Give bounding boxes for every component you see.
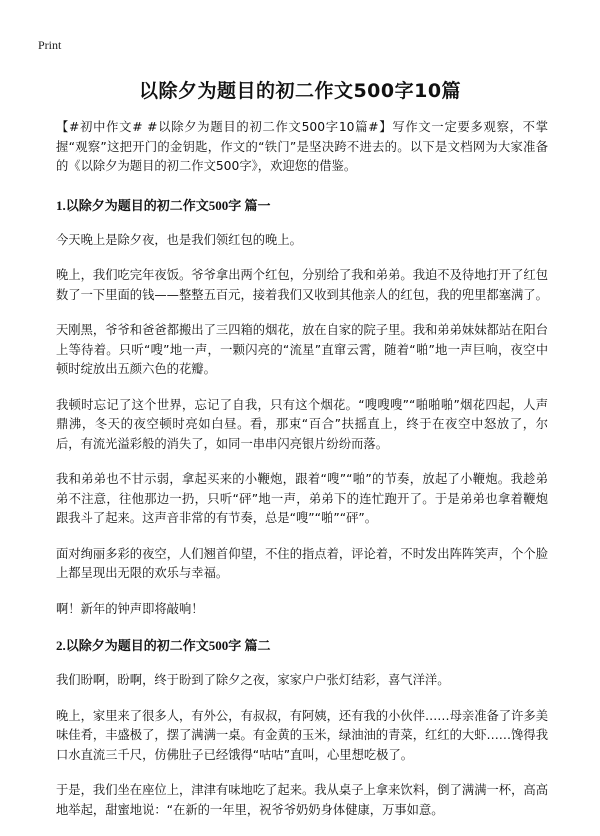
article-body	[56, 118, 548, 836]
print-label[interactable]: Print	[38, 38, 62, 52]
paragraph: 晚上，我们吃完年夜饭。爷爷拿出两个红包，分别给了我和弟弟。我迫不及待地打开了红包数了一下里面的钱——整整五百元，接着我们又收到其他亲人的红包，我的兜里都塞满了。	[56, 268, 548, 302]
paragraph: 我顿时忘记了这个世界，忘记了自我，只有这个烟花。“嗖嗖嗖”“啪啪啪”烟花四起，人声鼎沸，冬天的夜空顿时亮如白昼。看，那束“百合”扶摇直上，终于在夜空中怒放了，尔后，有流光溢彩般的消失了，如同一串串闪亮银片纷纷而落。	[56, 397, 548, 451]
intro-paragraph: 【#初中作文# #以除夕为题目的初二作文500字10篇#】写作文一定要多观察，不掌握“观察”这把开门的金钥匙，作文的“铁门”是坚决跨不进去的。以下是文档网为大家准备的《以除夕为题目的初二作文500字》，欢迎您的借鉴。	[56, 120, 548, 173]
paragraph: 面对绚丽多彩的夜空，人们翘首仰望，不住的指点着，评论着，不时发出阵阵笑声，个个脸上都呈现出无限的欢乐与幸福。	[56, 546, 548, 580]
paragraph: 啊！新年的钟声即将敲响！	[56, 601, 204, 616]
paragraph: 我们盼啊，盼啊，终于盼到了除夕之夜，家家户户张灯结彩，喜气洋洋。	[56, 673, 450, 687]
paragraph: 今天晚上是除夕夜，也是我们领红包的晚上。	[56, 232, 302, 247]
paragraph: 晚上，家里来了很多人，有外公，有叔叔，有阿姨，还有我的小伙伴……母亲准备了许多美味佳肴，丰盛极了，摆了满满一桌。有金黄的玉米，绿油油的青菜，红红的大虾……馋得我口水直流三千尺，仿佛肚子已经饿得“咕咕”直叫，心里想吃极了。	[56, 708, 548, 762]
section-heading-1: 1.以除夕为题目的初二作文500字 篇一	[56, 197, 271, 213]
paragraph: 天刚黑，爷爷和爸爸都搬出了三四箱的烟花，放在自家的院子里。我和弟弟妹妹都站在阳台上等待着。只听“嗖”地一声，一颗闪亮的“流星”直窜云霄，随着“啪”地一声巨响，夜空中顿时绽放出五颜六色的花瓣。	[56, 323, 548, 376]
section-heading-2: 2.以除夕为题目的初二作文500字 篇二	[56, 638, 271, 653]
page-title: 以除夕为题目的初二作文500字10篇	[138, 80, 462, 102]
paragraph: 于是，我们坐在座位上，津津有味地吃了起来。我从桌子上拿来饮料，倒了满满一杯，高高地举起，甜蜜地说：“在新的一年里，祝爷爷奶奶身体健康，万事如意。	[56, 783, 548, 817]
paragraph: 我和弟弟也不甘示弱，拿起买来的小鞭炮，跟着“嗖”“啪”的节奏，放起了小鞭炮。我趁弟弟不注意，往他那边一扔，只听“砰”地一声，弟弟下的连忙跑开了。于是弟弟也拿着鞭炮跟我斗了起来。这声音非常的有节奏，总是“嗖”“啪”“砰”。	[56, 472, 548, 525]
